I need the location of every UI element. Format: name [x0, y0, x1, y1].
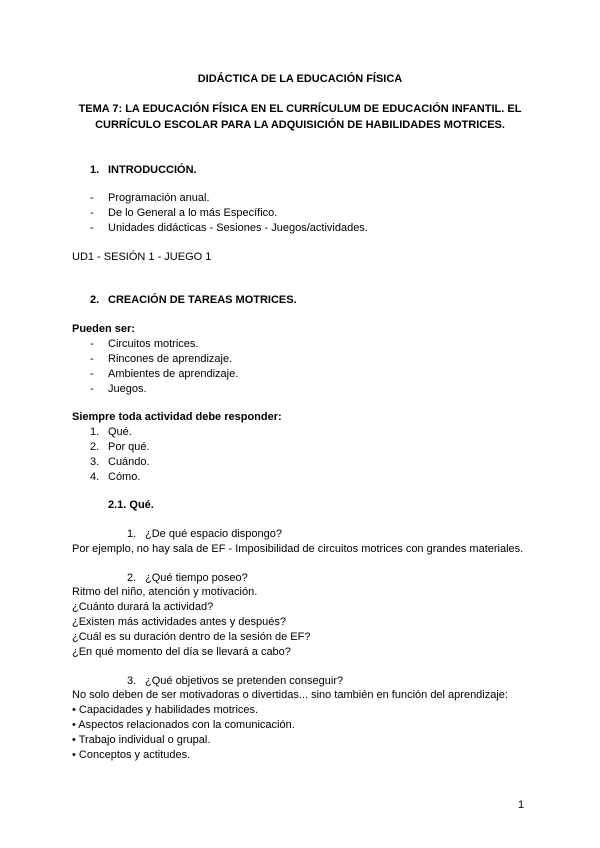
list-dash: - — [90, 368, 94, 380]
list-item: Por qué. — [108, 441, 150, 453]
list-item: Programación anual. — [108, 192, 210, 204]
question-heading: ¿Qué tiempo poseo? — [145, 572, 248, 584]
list-number: 3. — [90, 456, 100, 468]
bullet-item: • Conceptos y actitudes. — [72, 749, 191, 761]
list-item: Cómo. — [108, 471, 141, 483]
list-number: 2. — [90, 441, 100, 453]
list-dash: - — [90, 192, 94, 204]
question-heading: ¿De qué espacio dispongo? — [145, 528, 282, 540]
section1-number: 1. — [90, 164, 100, 176]
list-item: De lo General a lo más Específico. — [108, 207, 278, 219]
list-dash: - — [90, 222, 94, 234]
bullet-item: • Capacidades y habilidades motrices. — [72, 704, 259, 716]
list-dash: - — [90, 353, 94, 365]
paragraph-line: ¿En qué momento del día se llevará a cabo? — [72, 646, 291, 658]
list-dash: - — [90, 207, 94, 219]
question-number: 2. — [127, 572, 137, 584]
bullet-item: • Aspectos relacionados con la comunicación. — [72, 719, 295, 731]
paragraph-line: Ritmo del niño, atención y motivación. — [72, 586, 258, 598]
list-dash: - — [90, 338, 94, 350]
question-number: 3. — [127, 675, 137, 687]
section1-note: UD1 - SESIÓN 1 - JUEGO 1 — [72, 251, 212, 263]
topic-title-line2: CURRÍCULO ESCOLAR PARA LA ADQUISICIÓN DE HABILIDADES MOTRICES. — [95, 119, 505, 131]
section1-title: INTRODUCCIÓN. — [108, 164, 197, 176]
list-number: 1. — [90, 426, 100, 438]
section2-number: 2. — [90, 294, 100, 306]
list-item: Cuándo. — [108, 456, 150, 468]
list-item: Rincones de aprendizaje. — [108, 353, 233, 365]
list-item: Circuitos motrices. — [108, 338, 199, 350]
list-item: Qué. — [108, 426, 132, 438]
paragraph: Por ejemplo, no hay sala de EF - Imposibilidad de circuitos motrices con grandes materiales. — [72, 543, 524, 555]
list-item: Juegos. — [108, 383, 147, 395]
list-number: 4. — [90, 471, 100, 483]
paragraph-line: ¿Cuánto durará la actividad? — [72, 601, 214, 613]
list-dash: - — [90, 383, 94, 395]
paragraph: No solo deben de ser motivadoras o divertidas... sino también en función del aprendizaje: — [72, 689, 508, 701]
always-label: Siempre toda actividad debe responder: — [72, 411, 282, 423]
paragraph-line: ¿Cuál es su duración dentro de la sesión de EF? — [72, 631, 311, 643]
course-title: DIDÁCTICA DE LA EDUCACIÓN FÍSICA — [197, 73, 403, 85]
question-heading: ¿Qué objetivos se pretenden conseguir? — [145, 675, 344, 687]
topic-title-line1: TEMA 7: LA EDUCACIÓN FÍSICA EN EL CURRÍCULUM DE EDUCACIÓN INFANTIL. EL — [78, 103, 522, 115]
page-number: 1 — [518, 799, 525, 811]
question-number: 1. — [127, 528, 137, 540]
section2-title: CREACIÓN DE TAREAS MOTRICES. — [108, 294, 297, 306]
subsection-title: 2.1. Qué. — [108, 499, 154, 511]
list-item: Unidades didácticas - Sesiones - Juegos/actividades. — [108, 222, 368, 234]
bullet-item: • Trabajo individual o grupal. — [72, 734, 211, 746]
can-be-label: Pueden ser: — [72, 323, 135, 335]
list-item: Ambientes de aprendizaje. — [108, 368, 239, 380]
paragraph-line: ¿Existen más actividades antes y después? — [72, 616, 287, 628]
